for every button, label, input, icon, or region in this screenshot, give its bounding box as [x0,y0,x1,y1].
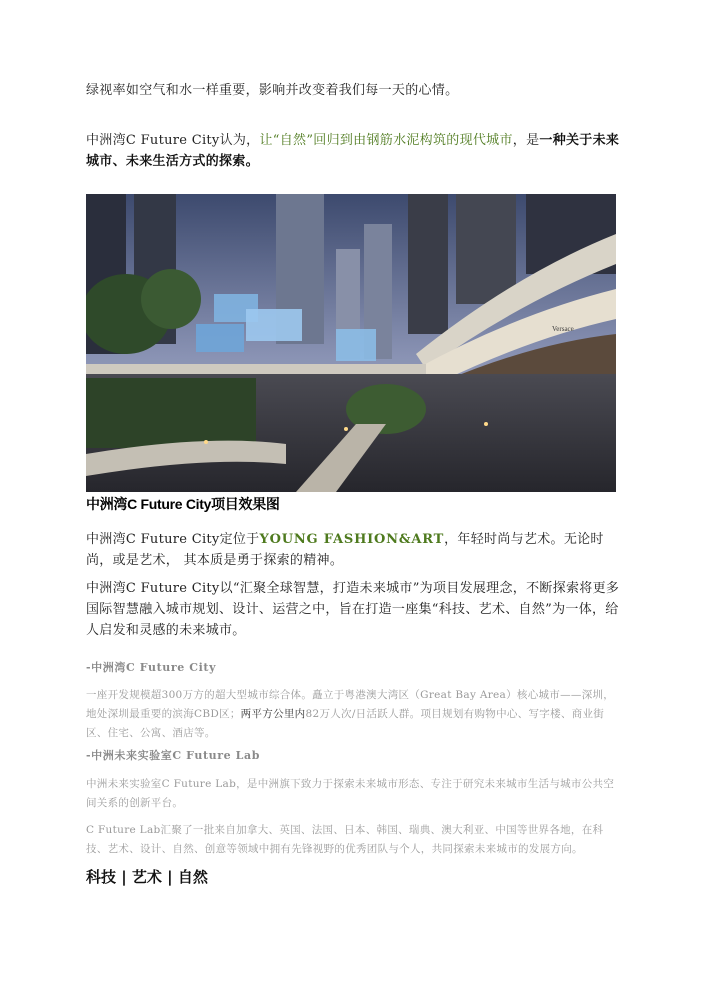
elevated-walkway [86,364,426,374]
philosophy-text: 中洲湾C Future City以“汇聚全球智慧，打造未来城市”为项目发展理念，不断探索将更多国际智慧融入城市规划、设计、运营之中，旨在打造一座集“科技、艺术、自然”为一体，给人启发和灵感的未来城市。 [86,581,620,638]
tower-right-1 [408,194,448,334]
positioning-paragraph [86,529,622,571]
intro-paragraph [86,80,622,101]
tower-right-2 [456,194,516,304]
closing-heading: 科技 | 艺术 | 自然 [86,868,208,886]
section-body-c-future-city [86,686,622,743]
s1-text-a: 一座开发规模超300万方的超大型城市综合体。矗立于粤港澳大湾区（Great Bay Area）核心城市——深圳，地处深圳最重要的滨海CBD区； [86,689,615,720]
section-body-c-future-lab: 中洲未来实验室C Future Lab，是中洲旗下致力于探索未来城市形态、专注于研究未来城市生活与城市公共空间关系的创新平台。 [86,778,615,809]
rendering-illustration [86,194,616,492]
sign-versace: Versace [552,325,574,333]
concept-emphasis: 一种关于未来城市、未来生活方式的探索。 [86,133,620,169]
tree-left-2 [141,269,201,329]
glass-cube-4 [336,329,376,361]
positioning-text-c: ，年轻时尚与艺术。无论时尚，或是艺术， 其本质是勇于探索的精神。 [86,532,604,568]
glass-cube-3 [196,324,244,352]
image-caption: 中洲湾C Future City项目效果图 [86,496,280,512]
intro-text: 绿视率如空气和水一样重要，影响并改变着我们每一天的心情。 [86,83,459,98]
concept-text-a: 中洲湾C Future City认为， [86,133,260,148]
philosophy-paragraph [86,578,622,641]
positioning-highlight: YOUNG FASHION&ART [259,532,445,547]
green-wall [86,378,256,448]
light-3 [484,422,488,426]
glass-cube-2 [246,309,302,341]
light-2 [344,427,348,431]
project-rendering-image [86,194,616,492]
s1-text-c: 82万人次/日活跃人群。项目规划有购物中心、写字楼、商业街区、住宅、公寓、酒店等。 [86,708,605,739]
section-heading-c-future-city: -中洲湾C Future City [86,661,217,674]
concept-highlight: 让“自然”回归到由钢筋水泥构筑的现代城市 [259,133,513,148]
concept-paragraph [86,130,622,172]
s1-emphasis: 两平方公里内 [240,708,306,720]
section-body-c-future-lab-team: C Future Lab汇聚了一批来自加拿大、英国、法国、日本、韩国、瑞典、澳大利亚、中国等世界各地，在科技、艺术、设计、自然、创意等领域中拥有先锋视野的优秀团队与个人，共同探索未来城市的发展方向。 [86,824,604,855]
concept-text-c: ，是 [512,133,540,148]
section-heading-c-future-lab: -中洲未来实验室C Future Lab [86,749,261,762]
light-1 [204,440,208,444]
positioning-text-a: 中洲湾C Future City定位于 [86,532,260,547]
